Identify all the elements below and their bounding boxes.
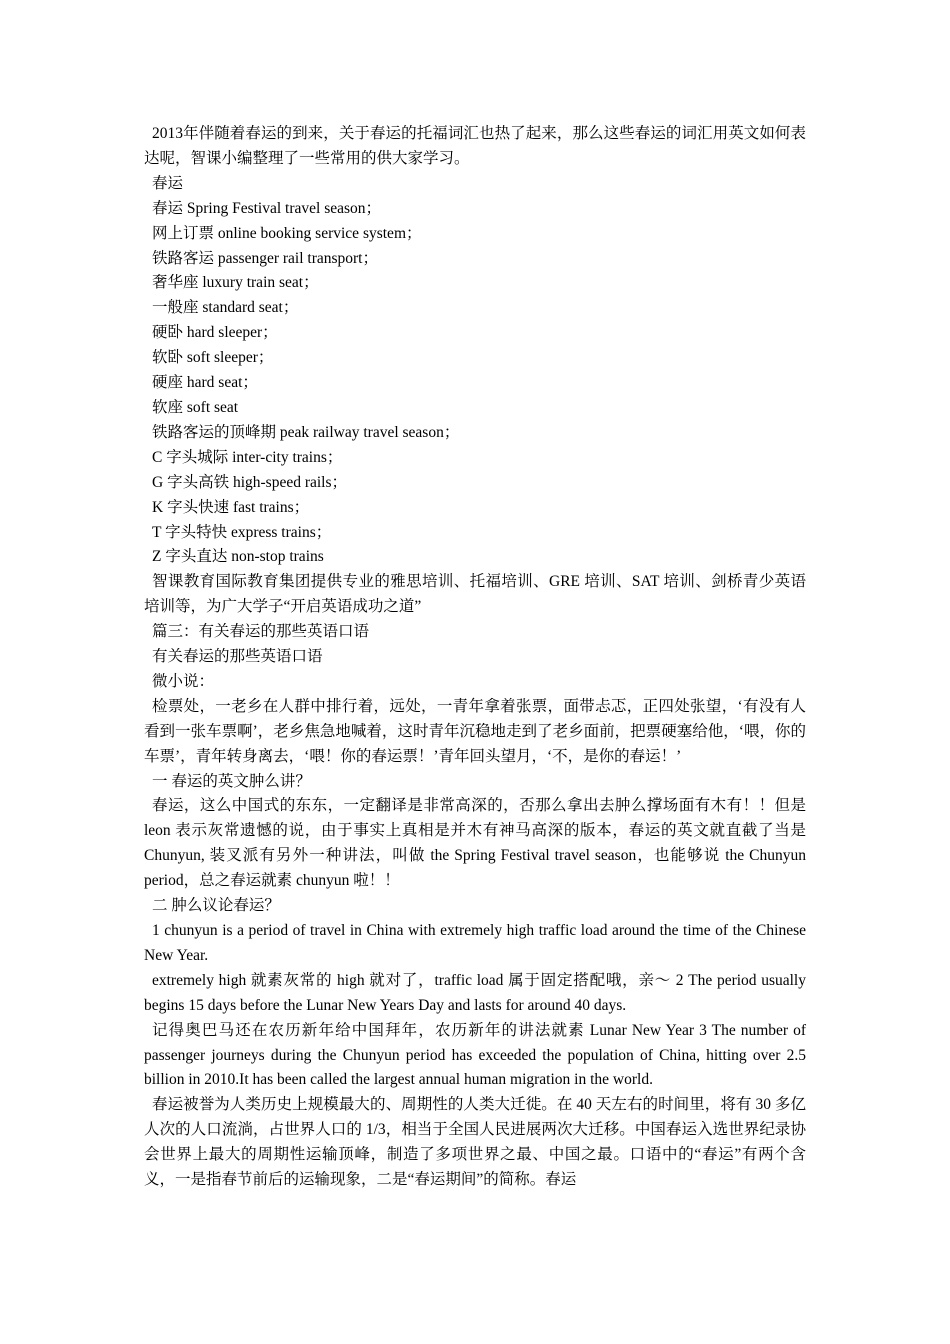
document-page (144, 122, 806, 1193)
question2-paragraph-1: 1 chunyun is a period of travel in China with extremely high traffic load around the time of the Chinese New Year. (144, 922, 806, 964)
vocab-item: G 字头高铁 high-speed rails； (152, 473, 348, 491)
question1-body: 春运，这么中国式的东东，一定翻译是非常高深的，否那么拿出去肿么撑场面有木有！！但是 leon 表示灰常遗憾的说，由于事实上真相是并木有神马高深的版本，春运的英文就直截了当是 Chunyun, 装叉派有另外一种讲法，叫做 the Spring Festival travel season，也能够说 the Chunyun period，总之春运就素 chunyun 啦！！ (144, 797, 806, 890)
question2-paragraph-2: extremely high 就素灰常的 high 就对了，traffic load 属于固定搭配哦，亲～ 2 The period usually begins 15 days before the Lunar New Years Day and lasts for around 40 days. (144, 971, 806, 1014)
promo-paragraph: 智课教育国际教育集团提供专业的雅思培训、托福培训、GRE 培训、SAT 培训、剑桥青少英语培训等，为广大学子“开启英语成功之道” (144, 573, 806, 616)
question2-paragraph-3: 记得奥巴马还在农历新年给中国拜年，农历新年的讲法就素 Lunar New Year 3 The number of passenger journeys during the Chunyun period has exceeded the population of China, hitting over 2.5 billion in 2010.It has been called the largest annual human migration in the world. (144, 1021, 806, 1089)
micro-story-paragraph: 检票处，一老乡在人群中排行着，远处，一青年拿着张票，面带忐忑，正四处张望，‘有没有人看到一张车票啊’，老乡焦急地喊着，这时青年沉稳地走到了老乡面前，把票硬塞给他，‘喂，你的车票’，青年转身离去，‘喂！你的春运票！’青年回头望月，‘不，是你的春运！’ (144, 697, 806, 765)
vocab-item: 软卧 soft sleeper； (152, 349, 274, 367)
vocab-item: K 字头快速 fast trains； (152, 498, 310, 516)
micro-story-label: 微小说： (152, 672, 215, 690)
vocab-item: 奢华座 luxury train seat； (152, 274, 319, 292)
vocab-item: 春运 Spring Festival travel season； (152, 199, 382, 217)
question2-paragraph-4: 春运被誉为人类历史上规模最大的、周期性的人类大迁徙。在 40 天左右的时间里，将有 30 多亿人次的人口流淌，占世界人口的 1/3，相当于全国人民进展两次大迁移。中国春运入选世界纪录协会世界上最大的周期性运输顶峰，制造了多项世界之最、中国之最。口语中的“春运”有两个含义，一是指春节前后的运输现象，二是“春运期间”的简称。春运 (144, 1096, 806, 1189)
vocab-item: 软座 soft seat (152, 398, 239, 416)
heading-chunyun: 春运 (152, 174, 184, 192)
vocab-item: 铁路客运 passenger rail transport； (152, 249, 378, 267)
vocab-item: 网上订票 online booking service system； (152, 224, 422, 242)
vocab-item: 铁路客运的顶峰期 peak railway travel season； (152, 423, 460, 441)
vocab-item: T 字头特快 express trains； (152, 523, 332, 541)
intro-paragraph: 2013年伴随着春运的到来，关于春运的托福词汇也热了起来，那么这些春运的词汇用英文如何表达呢，智课小编整理了一些常用的供大家学习。 (144, 125, 806, 167)
vocab-item: Z 字头直达 non-stop trains (152, 548, 324, 566)
question1-title: 一 春运的英文肿么讲？ (152, 772, 311, 790)
vocab-item: C 字头城际 inter-city trains； (152, 448, 343, 466)
section3-subtitle: 有关春运的那些英语口语 (152, 648, 323, 666)
question2-title: 二 肿么议论春运？ (152, 897, 280, 915)
section3-title: 篇三：有关春运的那些英语口语 (152, 623, 370, 641)
vocab-item: 一般座 standard seat； (152, 299, 299, 317)
vocab-item: 硬座 hard seat； (152, 374, 258, 392)
vocab-item: 硬卧 hard sleeper； (152, 324, 278, 342)
